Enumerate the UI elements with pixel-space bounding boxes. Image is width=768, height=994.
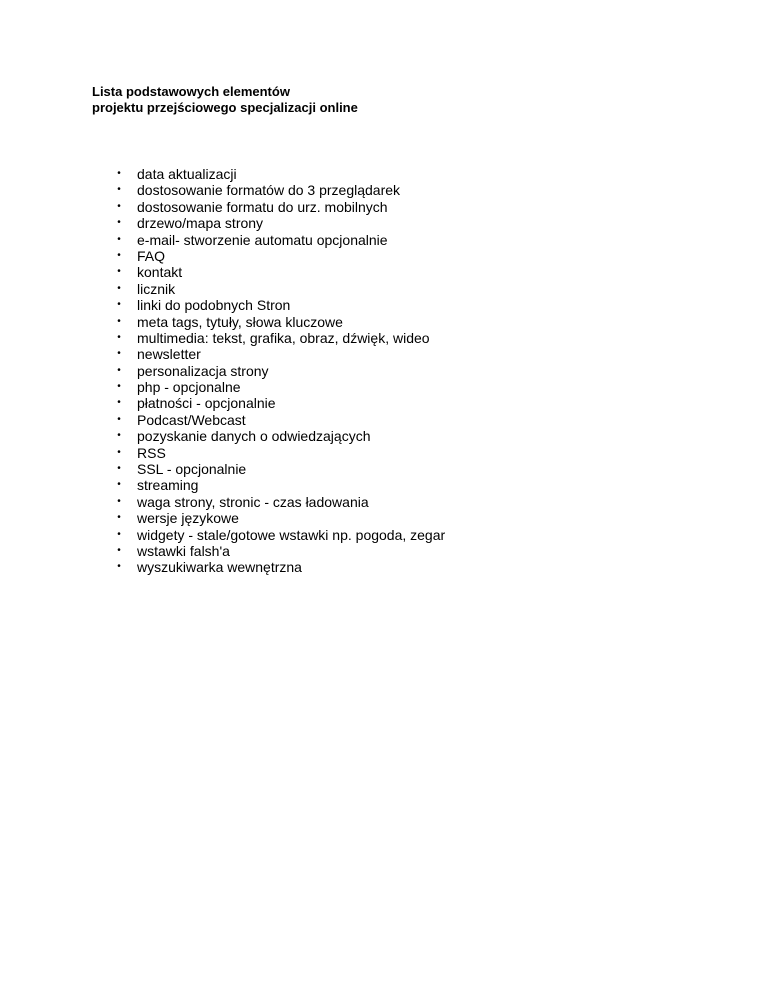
- list-item-text: pozyskanie danych o odwiedzających: [137, 428, 371, 445]
- list-item: [0, 281, 445, 297]
- list-item-text: kontakt: [137, 264, 183, 281]
- list-item-text: SSL - opcjonalnie: [137, 461, 247, 478]
- list-item: [0, 264, 445, 280]
- bullet-icon: •: [117, 315, 121, 327]
- list-item: [0, 461, 445, 477]
- bullet-icon: •: [117, 348, 121, 360]
- bullet-icon: •: [117, 413, 121, 425]
- list-item-text: drzewo/mapa strony: [137, 215, 264, 232]
- bullet-icon: •: [117, 463, 121, 475]
- list-item-text: linki do podobnych Stron: [137, 297, 291, 314]
- bullet-icon: •: [117, 446, 121, 458]
- bullet-icon: •: [117, 528, 121, 540]
- list-item-text: meta tags, tytuły, słowa kluczowe: [137, 313, 343, 330]
- list-item: [0, 494, 445, 510]
- list-item: [0, 330, 445, 346]
- bullet-icon: •: [117, 512, 121, 524]
- bullet-icon: •: [117, 168, 121, 179]
- bullet-icon: •: [117, 397, 121, 409]
- bullet-icon: •: [117, 184, 121, 196]
- document-title: [92, 84, 358, 116]
- list-item-text: widgety - stale/gotowe wstawki np. pogoda, zegar: [137, 526, 446, 543]
- list-item: [0, 559, 445, 575]
- list-item-text: dostosowanie formatów do 3 przeglądarek: [137, 182, 401, 199]
- list-item: [0, 527, 445, 543]
- list-item: [0, 248, 445, 264]
- bullet-icon: •: [117, 561, 121, 573]
- bullet-icon: •: [117, 282, 121, 294]
- list-item: [0, 232, 445, 248]
- bullet-icon: •: [117, 331, 121, 343]
- list-item-text: dostosowanie formatu do urz. mobilnych: [137, 198, 388, 215]
- list-item: [0, 428, 445, 444]
- bullet-icon: •: [117, 430, 121, 442]
- list-item: [0, 314, 445, 330]
- list-item: [0, 182, 445, 198]
- list-item: [0, 297, 445, 313]
- list-item: [0, 412, 445, 428]
- element-list: [0, 166, 445, 576]
- list-item: [0, 510, 445, 526]
- bullet-icon: •: [117, 200, 121, 212]
- list-item: [0, 395, 445, 411]
- list-item-text: newsletter: [137, 346, 201, 363]
- bullet-icon: •: [117, 495, 121, 507]
- list-item: [0, 477, 445, 493]
- list-item-text: wstawki falsh'a: [137, 542, 230, 559]
- bullet-icon: •: [117, 217, 121, 229]
- list-item: [0, 199, 445, 215]
- bullet-icon: •: [117, 299, 121, 311]
- title-line-2: projektu przejściowego specjalizacji online: [92, 100, 358, 115]
- list-item: [0, 346, 445, 362]
- list-item-text: data aktualizacji: [137, 166, 237, 182]
- list-item-text: multimedia: tekst, grafika, obraz, dźwięk, wideo: [137, 329, 430, 346]
- bullet-icon: •: [117, 381, 121, 393]
- list-item-text: streaming: [137, 477, 199, 494]
- list-item-text: wersje językowe: [137, 510, 239, 527]
- bullet-icon: •: [117, 544, 121, 556]
- list-item: [0, 215, 445, 231]
- bullet-icon: •: [117, 479, 121, 491]
- bullet-icon: •: [117, 266, 121, 278]
- list-item-text: płatności - opcjonalnie: [137, 395, 276, 412]
- list-item-text: wyszukiwarka wewnętrzna: [137, 559, 302, 576]
- list-item: [0, 379, 445, 395]
- list-item-text: php - opcjonalne: [137, 379, 241, 396]
- list-item: [0, 363, 445, 379]
- list-item: [0, 166, 445, 182]
- bullet-icon: •: [117, 233, 121, 245]
- list-item-text: personalizacja strony: [137, 362, 269, 379]
- list-item-text: RSS: [137, 444, 166, 461]
- list-item-text: Podcast/Webcast: [137, 411, 246, 428]
- bullet-icon: •: [117, 364, 121, 376]
- list-item: [0, 445, 445, 461]
- list-item-text: FAQ: [137, 247, 166, 264]
- list-item: [0, 543, 445, 559]
- title-line-1: Lista podstawowych elementów: [92, 84, 290, 99]
- list-item-text: licznik: [137, 280, 176, 297]
- bullet-icon: •: [117, 249, 121, 261]
- list-item-text: e-mail- stworzenie automatu opcjonalnie: [137, 231, 388, 248]
- list-item-text: waga strony, stronic - czas ładowania: [137, 493, 369, 510]
